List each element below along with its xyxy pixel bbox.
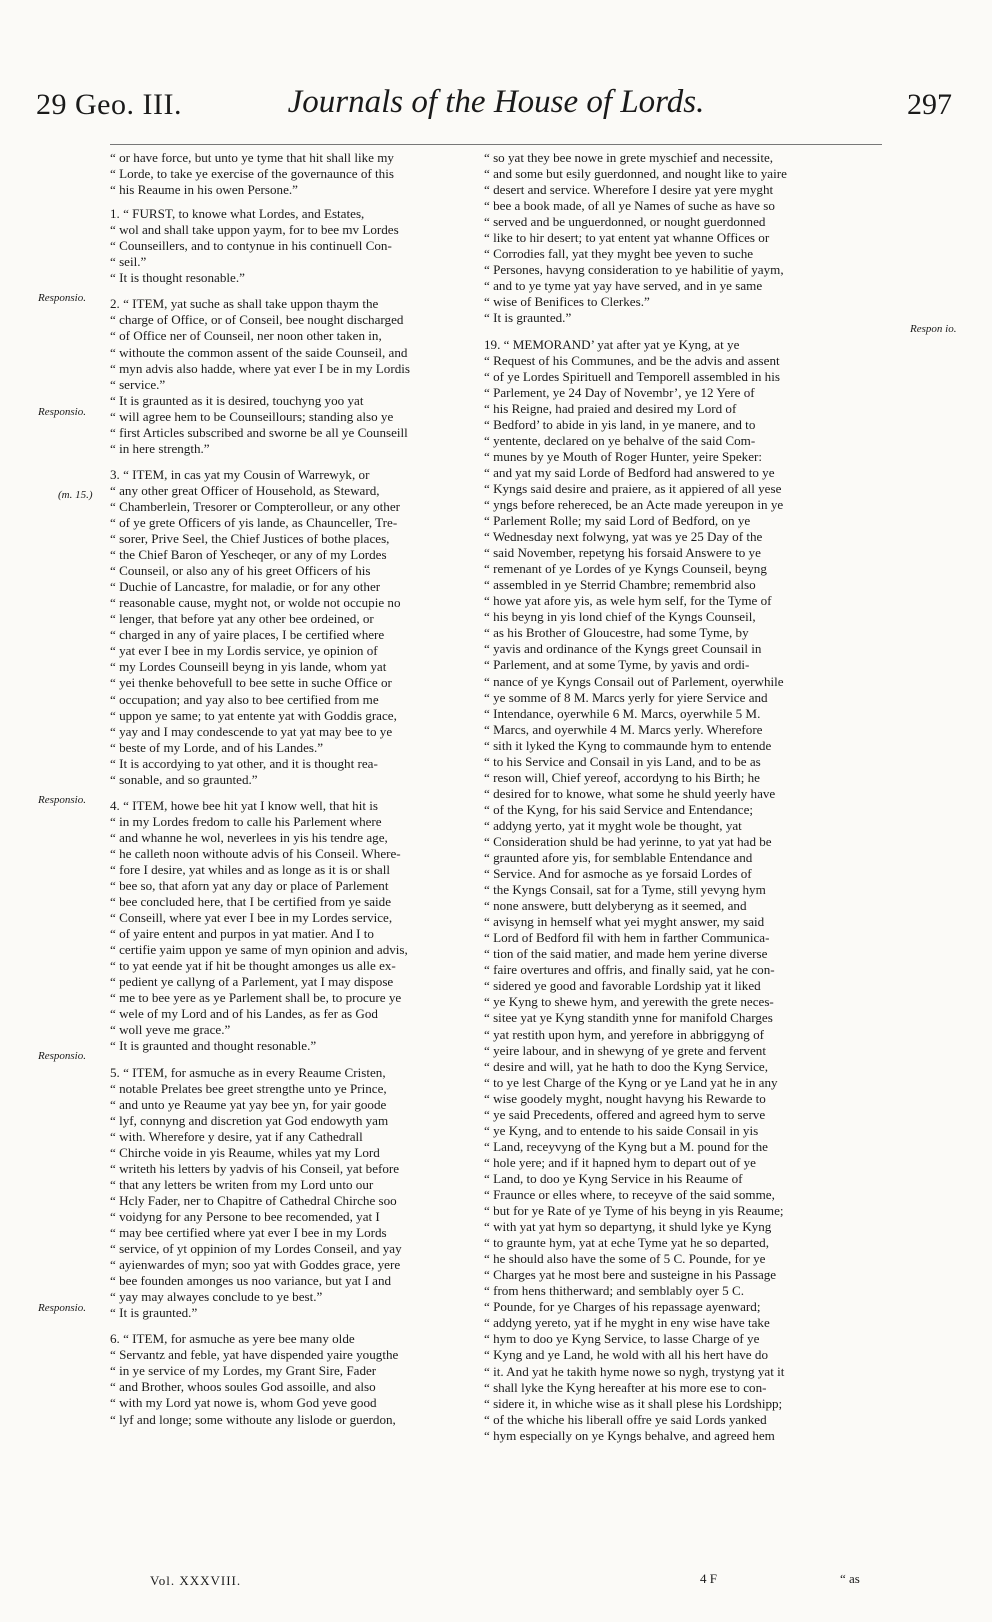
margin-membrane-number: (m. 15.) [58, 489, 93, 501]
catchword: “ as [840, 1571, 860, 1586]
margin-responsio: Responsio. [38, 794, 86, 806]
page-number: 297 [907, 88, 952, 121]
article-3: 3. “ ITEM, in cas yat my Cousin of Warrewyk, or “ any other great Officer of Household, as Steward, “ Chamberlein, Tresorer or Compterolleur, or any other “ of ye grete Officers of yis lande, as Chaunceller, Tre- “ sorer, Prive Seel, the Chief Justices of bothe places, “ the Chief Baron of Yescheqer, or any of my Lordes “ Counseil, or also any of his greet Officers of his “ Duchie of Lancastre, for maladie, or for any other “ reasonable cause, myght not, or wolde not occupie no “ lenger, that before yat any other bee ordeined, or “ charged in any of yaire places, I be certified where “ yat ever I bee in my Lordis service, ye opinion of “ my Lordes Counseill beyng in yis lande, whom yat “ yei thenke behovefull to bee sette in suche Office or “ occupation; and yay also to bee certified from me “ uppon ye same; to yat entente yat with Goddis grace, “ yay and I may condescende to yat yat may bee to ye “ beste of my Lorde, and of his Landes.” “ It is accordying to yat other, and it is thought rea- “ sonable, and so graunted.” [110, 466, 401, 787]
page-header [0, 84, 992, 136]
margin-responsio: Respon io. [910, 323, 957, 335]
article-1: 1. “ FURST, to knowe what Lordes, and Estates, “ wol and shall take uppon yaym, for to bee mv Lordes “ Counseillers, and to contynue in his continuell Con- “ seil.” “ It is thought resonable.” [110, 206, 399, 286]
margin-responsio: Responsio. [38, 1050, 86, 1062]
article-5: 5. “ ITEM, for asmuche as in every Reaume Cristen, “ notable Prelates bee greet strengthe unto ye Prince, “ and unto ye Reaume yat yay bee yn, for yair goode “ lyf, connyng and discretion yat God endowyth yam “ with. Wherefore y desire, yat if any Cathedrall “ Chirche voide in yis Reaume, whiles yat my Lord “ writeth his letters by yadvis of his Conseil, yat before “ that any letters be writen from my Lord unto our “ Hcly Fader, ner to Chapitre of Cathedral Chirche soo “ voidyng for any Persone to bee recomended, yat I “ may bee certified where yat ever I bee in my Lords “ service, of yt oppinion of my Lordes Conseil, and yay “ ayienwardes of myn; soo yat with Goddes grace, yere “ bee founden amonges us noo variance, but yat I and “ yay may alwayes conclude to ye best.” “ It is graunted.” [110, 1064, 402, 1321]
article-6-continuation: “ so yat they bee nowe in grete myschief and necessite, “ and some but esily guerdonned, and nought like to yaire “ desert and service. Wherefore I desire yat yere myght “ bee a book made, of all ye Names of suche as have so “ served and be unguerdonned, or nought guerdonned “ like to hir desert; to yat entent yat whanne Offices or “ Corrodies fall, yat they myght bee yeven to suche “ Persones, havyng consideration to ye habilitie of yaym, “ and to ye tyme yat yay have served, and in ye same “ wise of Benifices to Clerkes.” “ It is graunted.” [484, 150, 787, 326]
article-4: 4. “ ITEM, howe bee hit yat I know well, that hit is “ in my Lordes fredom to calle his Parlement where “ and whanne he wol, neverlees in yis his tendre age, “ he calleth noon withoute advis of his Conseil. Where- “ fore I desire, yat whiles and as longe as it is or shall “ bee so, that aforn yat any day or place of Parlement “ bee concluded here, that I be certified from ye saide “ Conseill, where yat ever I bee in my Lordes service, “ of yaire entent and purpos in yat matier. And I to “ certifie yaim uppon ye same of myn opinion and advis, “ to yat eende yat if hit be thought amonges us alle ex- “ pedient ye callyng of a Parlement, yat I may dispose “ me to bee yere as ye Parlement shall be, to procure ye “ wele of my Lord and of his Landes, as fer as God “ woll yeve me grace.” “ It is graunted and thought resonable.” [110, 797, 408, 1054]
left-column [110, 150, 462, 1436]
journal-title: Journals of the House of Lords. [287, 84, 705, 120]
margin-responsio: Responsio. [38, 406, 86, 418]
paragraph-continuation: “ or have force, but unto ye tyme that hit shall like my “ Lorde, to take ye exercise of the governaunce of this “ his Reaume in his owen Persone.” [110, 150, 394, 198]
signature-mark: 4 F [700, 1571, 717, 1586]
margin-responsio: Responsio. [38, 292, 86, 304]
article-6: 6. “ ITEM, for asmuche as yere bee many olde “ Servantz and feble, yat have dispended yaire yougthe “ in ye service of my Lordes, my Grant Sire, Fader “ and Brother, whoos soules God assoille, and also “ with my Lord yat nowe is, whom God yeve good “ lyf and longe; some withoute any lislode or guerdon, [110, 1331, 399, 1427]
memorandum-19: 19. “ MEMORAND’ yat after yat ye Kyng, at ye “ Request of his Communes, and be the advis and assent “ of ye Lordes Spirituell and Temporell assembled in his “ Parlement, ye 24 Day of Novembr’, ye 12 Yere of “ his Reigne, had praied and desired my Lord of “ Bedford’ to abide in yis land, in ye manere, and to “ yentente, declared on ye behalve of the said Com- “ munes by ye Mouth of Roger Hunter, yeire Speker: “ and yat my said Lorde of Bedford had answered to ye “ Kyngs said desire and praiere, as it appiered of all yese “ yngs before rehereced, be an Acte made yereupon in ye “ Parlement Rolle; my said Lord of Bedford, on ye “ Wednesday next folwyng, yat was ye 25 Day of the “ said November, repetyng his forsaid Answere to ye “ remenant of ye Lordes of ye Kyngs Counseil, beyng “ assembled in ye Sterrid Chambre; remembrid also “ howe yat afore yis, as wele hym self, for the Tyme of “ his beyng in yis lond chief of the Kyngs Counseil, “ as his Brother of Gloucestre, had some Tyme, by “ yavis and ordinance of the Kyngs greet Counsail in “ Parlement, and at some Tyme, by yavis and ordi- “ nance of ye Kyngs Consail out of Parlement, oyerwhile “ ye somme of 8 M. Marcs yerly for yiere Service and “ Intendance, oyerwhile 6 M. Marcs, oyerwhile 5 M. “ Marcs, and oyerwhile 4 M. Marcs yerly. Wherefore “ sith it lyked the Kyng to commaunde hym to entende “ to his Service and Consail in yis Land, and to be as “ reson will, Chief yereof, accordyng to his Birth; he “ desired for to knowe, what some he shuld yeerly have “ of the Kyng, for his said Service and Entendance; “ addyng yerto, yat it myght wole be thought, yat “ Consideration shuld be had yerinne, to yat yat had be “ graunted afore yis, for semblable Entendance and “ Service. And for asmoche as ye forsaid Lordes of “ the Kyngs Consail, sat for a Tyme, still yevyng hym “ none answere, butt delyberyng as it seemed, and “ avisyng in hemself what yei myght answer, my said “ Lord of Bedford fil with hem in farther Communica- “ tion of the said matier, and made hem yerine diverse “ faire overtures and offris, and finally said, yat he con- “ sidered ye good and favorable Lordship yat it liked “ ye Kyng to shewe hym, and yerewith the grete neces- “ sitee yat ye Kyng standith ynne for manifold Charges “ yat restith upon hym, and yerefore in abbriggyng of “ yeire labour, and in shewyng of ye grete and fervent “ desire and will, yat he hath to doo the Kyng Service, “ to ye lest Charge of the Kyng or ye Land yat he in any “ wise goodely myght, nought havyng his Rewarde to “ ye said Precedents, offered and agreed hym to serve “ ye Kyng, and to entende to his saide Consail in yis “ Land, receyvyng of the Kyng but a M. pound for the “ hole yere; and if it hapned hym to depart out of ye “ Land, to doo ye Kyng Service in his Reaume of “ Fraunce or elles where, to receyve of the said somme, “ but for ye Rate of ye Tyme of his beyng in yis Reaume; “ with yat yat hym so departyng, it shuld lyke ye Kyng “ to graunte hym, yat at eche Tyme yat he so departed, “ he should also have the some of 5 C. Pounde, for ye “ Charges yat he most bere and susteigne in his Passage “ from hens thitherward; and semblably oyer 5 C. “ Pounde, for ye Charges of his repassage ayenward; “ addyng yereto, yat if he myght in eny wise have take “ hym to doo ye Kyng Service, to lasse Charge of ye “ Kyng and ye Land, he wold with all his hert have do “ it. And yat he takith hyme nowe so nygh, trystyng yat it “ shall lyke the Kyng hereafter at his more ese to con- “ sidere it, in whiche wise as it shall plese his Lordshipp; “ of the whiche his liberall offre ye said Lords yanked “ hym especially on ye Kyngs behalve, and agreed hem [484, 336, 785, 1443]
regnal-year: 29 Geo. III. [36, 88, 182, 121]
article-2: 2. “ ITEM, yat suche as shall take uppon thaym the “ charge of Office, or of Conseil, bee nought discharged “ of Office ner of Counseil, ner noon other taken in, “ withoute the common assent of the saide Counseil, and “ myn advis also hadde, where yat ever I be in my Lordis “ service.” “ It is graunted as it is desired, touchyng yoo yat “ will agree hem to be Counseillours; standing also ye “ first Articles subscribed and sworne be all ye Counseill “ in here strength.” [110, 296, 410, 456]
margin-responsio: Responsio. [38, 1302, 86, 1314]
right-column [484, 150, 888, 1452]
volume-number: Vol. XXXVIII. [150, 1573, 242, 1588]
header-rule [110, 144, 882, 145]
